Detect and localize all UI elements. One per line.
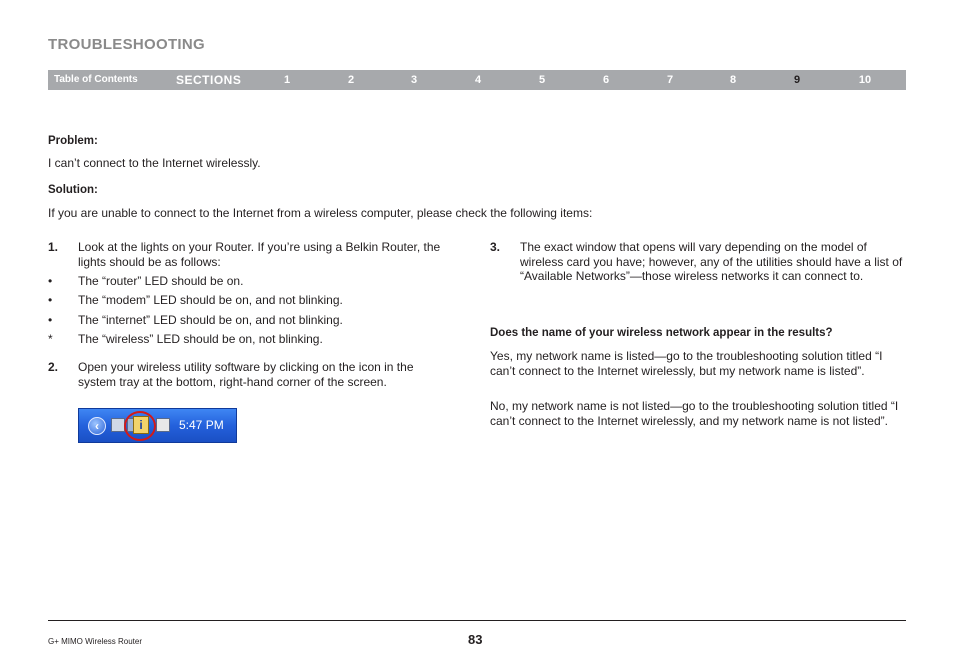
bullet-marker: • [48, 313, 53, 327]
yes-answer-text: Yes, my network name is listed—go to the troubleshooting solution titled “I can’t connect to the Internet wirelessly, but my network name is listed”. [490, 349, 883, 378]
network-icon [111, 418, 125, 432]
product-name: G+ MIMO Wireless Router [48, 637, 143, 646]
section-link-2[interactable]: 2 [347, 74, 355, 86]
section-link-9-active[interactable]: 9 [793, 74, 801, 86]
highlight-circle [124, 411, 156, 441]
wireless-utility-icon[interactable]: i [133, 416, 149, 434]
section-nav-bar [48, 70, 906, 90]
bullet-wireless-led: The “wireless” LED should be on, not blinking. [78, 332, 323, 346]
chevron-left-icon: ‹ [88, 417, 106, 435]
section-link-8[interactable]: 8 [729, 74, 737, 86]
problem-heading: Problem: [48, 135, 98, 147]
section-link-4[interactable]: 4 [474, 74, 482, 86]
footer-divider [48, 620, 906, 621]
bullet-internet-led: The “internet” LED should be on, and not blinking. [78, 313, 343, 327]
step-2-text: Open your wireless utility software by clicking on the icon in the system tray at the bottom, right-hand corner of the screen. [78, 360, 414, 389]
sections-label: SECTIONS [176, 73, 242, 87]
bullet-marker: • [48, 274, 53, 288]
no-answer-text: No, my network name is not listed—go to the troubleshooting solution titled “I can’t connect to the Internet wirelessly, and my network name is not listed”. [490, 399, 899, 428]
bullet-router-led: The “router” LED should be on. [78, 274, 244, 288]
section-link-1[interactable]: 1 [283, 74, 291, 86]
page-title: TROUBLESHOOTING [48, 36, 205, 53]
bullet-marker: • [48, 293, 53, 307]
section-link-3[interactable]: 3 [410, 74, 418, 86]
step-2-number: 2. [48, 360, 59, 374]
bullet-modem-led: The “modem” LED should be on, and not blinking. [78, 293, 343, 307]
tray-clock: 5:47 PM [179, 418, 224, 432]
section-link-6[interactable]: 6 [602, 74, 610, 86]
page-number: 83 [468, 632, 483, 647]
step-1-number: 1. [48, 240, 59, 254]
question-heading: Does the name of your wireless network appear in the results? [490, 327, 833, 339]
solution-heading: Solution: [48, 184, 98, 196]
table-of-contents-link[interactable]: Table of Contents [54, 74, 138, 85]
section-link-7[interactable]: 7 [666, 74, 674, 86]
section-link-5[interactable]: 5 [538, 74, 546, 86]
display-settings-icon [156, 418, 170, 432]
step-3-text: The exact window that opens will vary depending on the model of wireless card you have; however, any of the utilities should have a list of “Available Networks”—those wireless networks it can connect to. [520, 240, 903, 283]
bullet-marker: * [48, 332, 53, 346]
system-tray-screenshot [78, 408, 237, 443]
problem-text: I can’t connect to the Internet wirelessly. [48, 156, 261, 170]
solution-text: If you are unable to connect to the Internet from a wireless computer, please check the following items: [48, 206, 593, 220]
section-link-10[interactable]: 10 [858, 74, 872, 86]
step-1-text: Look at the lights on your Router. If you’re using a Belkin Router, the lights should be as follows: [78, 240, 441, 269]
step-3-number: 3. [490, 240, 501, 254]
